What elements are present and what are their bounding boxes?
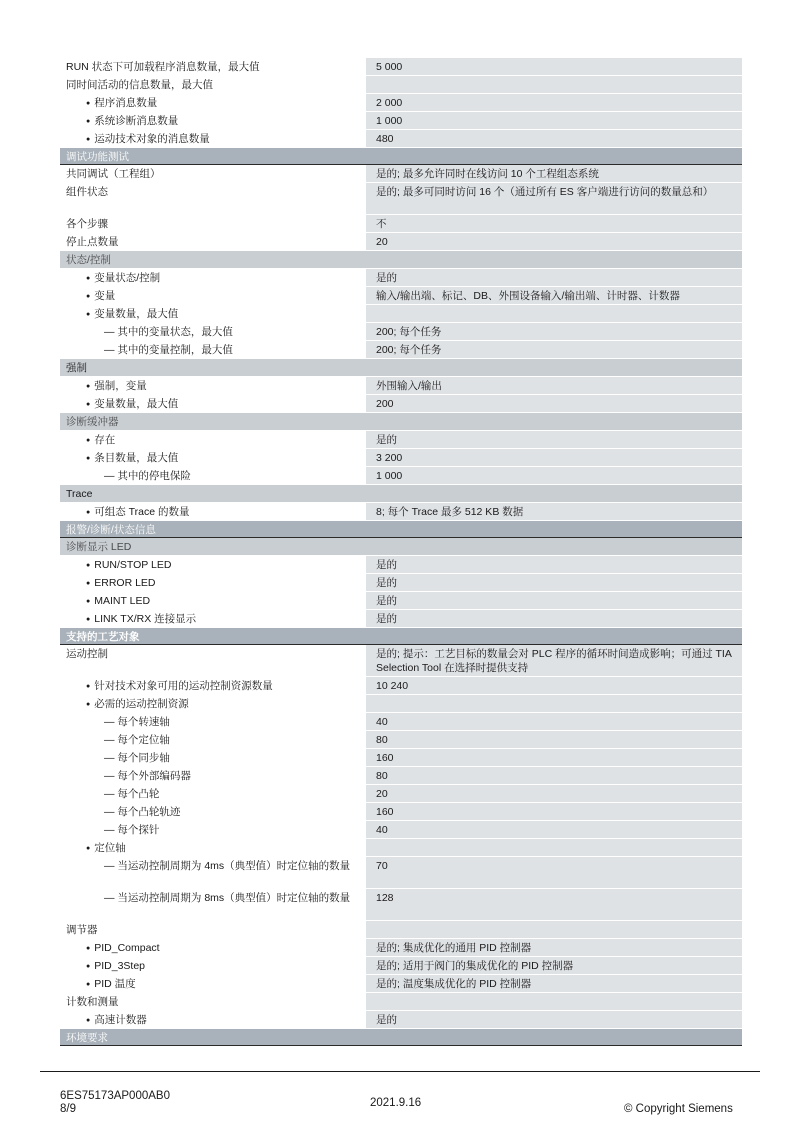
spec-label: 计数和测量 bbox=[60, 993, 366, 1010]
spec-row bbox=[60, 574, 742, 592]
spec-value: 160 bbox=[366, 803, 742, 820]
spec-row bbox=[60, 767, 742, 785]
spec-label: — 每个同步轴 bbox=[60, 749, 366, 766]
spec-value: 是的 bbox=[366, 610, 742, 627]
subsection-header: 状态/控制 bbox=[60, 251, 742, 269]
spec-row bbox=[60, 395, 742, 413]
spec-label: RUN 状态下可加载程序消息数量，最大值 bbox=[60, 58, 366, 75]
spec-row bbox=[60, 975, 742, 993]
spec-label: 运动控制 bbox=[60, 645, 366, 676]
spec-label: — 当运动控制周期为 4ms（典型值）时定位轴的数量 bbox=[60, 857, 366, 888]
spec-row bbox=[60, 215, 742, 233]
spec-label: — 每个定位轴 bbox=[60, 731, 366, 748]
spec-value bbox=[366, 921, 742, 938]
spec-row bbox=[60, 713, 742, 731]
spec-label: ● RUN/STOP LED bbox=[60, 556, 366, 573]
spec-label: ● 运动技术对象的消息数量 bbox=[60, 130, 366, 147]
spec-label: ● MAINT LED bbox=[60, 592, 366, 609]
spec-label: 调节器 bbox=[60, 921, 366, 938]
spec-value: 1 000 bbox=[366, 112, 742, 129]
spec-label: ● 针对技术对象可用的运动控制资源数量 bbox=[60, 677, 366, 694]
spec-value: 5 000 bbox=[366, 58, 742, 75]
spec-value: 20 bbox=[366, 785, 742, 802]
spec-label: — 其中的停电保险 bbox=[60, 467, 366, 484]
spec-value bbox=[366, 305, 742, 322]
spec-value: 8; 每个 Trace 最多 512 KB 数据 bbox=[366, 503, 742, 520]
subsection-header: 强制 bbox=[60, 359, 742, 377]
spec-label: ● 存在 bbox=[60, 431, 366, 448]
spec-value bbox=[366, 76, 742, 93]
section-header: 支持的工艺对象 bbox=[60, 628, 742, 645]
spec-value: 3 200 bbox=[366, 449, 742, 466]
spec-label: ● PID 温度 bbox=[60, 975, 366, 992]
spec-value: 200; 每个任务 bbox=[366, 341, 742, 358]
spec-value: 10 240 bbox=[366, 677, 742, 694]
spec-row bbox=[60, 112, 742, 130]
spec-value: 是的 bbox=[366, 431, 742, 448]
spec-label: ● 强制，变量 bbox=[60, 377, 366, 394]
spec-row bbox=[60, 1011, 742, 1029]
spec-label: ● 可组态 Trace 的数量 bbox=[60, 503, 366, 520]
section-header: 报警/诊断/状态信息 bbox=[60, 521, 742, 538]
spec-row bbox=[60, 305, 742, 323]
spec-value: 是的 bbox=[366, 592, 742, 609]
spec-row bbox=[60, 695, 742, 713]
footer-divider bbox=[40, 1071, 760, 1072]
spec-value bbox=[366, 839, 742, 856]
spec-row bbox=[60, 183, 742, 215]
spec-value: 是的; 最多可同时访问 16 个（通过所有 ES 客户端进行访问的数量总和） bbox=[366, 183, 742, 214]
spec-label: ● 变量数量，最大值 bbox=[60, 395, 366, 412]
spec-value: 是的; 集成优化的通用 PID 控制器 bbox=[366, 939, 742, 956]
spec-label: — 每个凸轮轨迹 bbox=[60, 803, 366, 820]
spec-value: 是的 bbox=[366, 269, 742, 286]
spec-value: 1 000 bbox=[366, 467, 742, 484]
spec-row bbox=[60, 645, 742, 677]
spec-row bbox=[60, 677, 742, 695]
spec-label: 停止点数量 bbox=[60, 233, 366, 250]
spec-value: 是的; 适用于阀门的集成优化的 PID 控制器 bbox=[366, 957, 742, 974]
spec-label: — 每个外部编码器 bbox=[60, 767, 366, 784]
spec-value: 是的; 最多允许同时在线访问 10 个工程组态系统 bbox=[366, 165, 742, 182]
spec-row bbox=[60, 993, 742, 1011]
spec-value: 是的 bbox=[366, 556, 742, 573]
spec-row bbox=[60, 556, 742, 574]
spec-row bbox=[60, 957, 742, 975]
spec-label: 各个步骤 bbox=[60, 215, 366, 232]
spec-value: 外围输入/输出 bbox=[366, 377, 742, 394]
spec-label: ● 系统诊断消息数量 bbox=[60, 112, 366, 129]
subsection-header: 诊断显示 LED bbox=[60, 538, 742, 556]
spec-label: — 每个凸轮 bbox=[60, 785, 366, 802]
spec-value: 不 bbox=[366, 215, 742, 232]
spec-value: 70 bbox=[366, 857, 742, 888]
spec-label: ● 必需的运动控制资源 bbox=[60, 695, 366, 712]
footer-date: 2021.9.16 bbox=[370, 1097, 422, 1109]
spec-row bbox=[60, 610, 742, 628]
spec-row bbox=[60, 431, 742, 449]
spec-row bbox=[60, 921, 742, 939]
spec-row bbox=[60, 857, 742, 889]
spec-label: ● 高速计数器 bbox=[60, 1011, 366, 1028]
spec-value: 20 bbox=[366, 233, 742, 250]
spec-row bbox=[60, 749, 742, 767]
spec-value: 128 bbox=[366, 889, 742, 920]
spec-row bbox=[60, 889, 742, 921]
spec-row bbox=[60, 785, 742, 803]
spec-row bbox=[60, 821, 742, 839]
spec-row bbox=[60, 233, 742, 251]
spec-value: 输入/输出端、标记、DB、外围设备输入/输出端、计时器、计数器 bbox=[366, 287, 742, 304]
spec-value: 200; 每个任务 bbox=[366, 323, 742, 340]
spec-value: 是的; 温度集成优化的 PID 控制器 bbox=[366, 975, 742, 992]
spec-label: ● 变量状态/控制 bbox=[60, 269, 366, 286]
spec-label: 同时间活动的信息数量，最大值 bbox=[60, 76, 366, 93]
spec-row bbox=[60, 377, 742, 395]
footer-page-number: 8/9 bbox=[60, 1103, 76, 1115]
subsection-header: 诊断缓冲器 bbox=[60, 413, 742, 431]
spec-row bbox=[60, 939, 742, 957]
spec-row bbox=[60, 839, 742, 857]
spec-row bbox=[60, 449, 742, 467]
spec-row bbox=[60, 503, 742, 521]
footer-copyright: © Copyright Siemens bbox=[624, 1103, 733, 1115]
spec-label: ● 变量 bbox=[60, 287, 366, 304]
spec-row bbox=[60, 731, 742, 749]
spec-row bbox=[60, 592, 742, 610]
spec-label: 组件状态 bbox=[60, 183, 366, 214]
footer-article-number: 6ES75173AP000AB0 bbox=[60, 1090, 170, 1102]
spec-label: ● 定位轴 bbox=[60, 839, 366, 856]
spec-row bbox=[60, 130, 742, 148]
spec-row bbox=[60, 287, 742, 305]
spec-value: 40 bbox=[366, 713, 742, 730]
spec-row bbox=[60, 467, 742, 485]
spec-label: ● PID_3Step bbox=[60, 957, 366, 974]
section-header: 调试功能测试 bbox=[60, 148, 742, 165]
spec-value: 是的 bbox=[366, 1011, 742, 1028]
spec-value: 160 bbox=[366, 749, 742, 766]
spec-value: 480 bbox=[366, 130, 742, 147]
spec-row bbox=[60, 341, 742, 359]
spec-row bbox=[60, 323, 742, 341]
spec-label: ● ERROR LED bbox=[60, 574, 366, 591]
spec-label: ● PID_Compact bbox=[60, 939, 366, 956]
spec-label: — 每个转速轴 bbox=[60, 713, 366, 730]
spec-row bbox=[60, 803, 742, 821]
spec-label: — 其中的变量控制，最大值 bbox=[60, 341, 366, 358]
spec-value: 是的; 提示：工艺目标的数量会对 PLC 程序的循环时间造成影响；可通过 TIA Selection Tool 在选择时提供支持 bbox=[366, 645, 742, 676]
spec-row bbox=[60, 58, 742, 76]
spec-value: 是的 bbox=[366, 574, 742, 591]
spec-label: — 其中的变量状态，最大值 bbox=[60, 323, 366, 340]
spec-value: 40 bbox=[366, 821, 742, 838]
spec-row bbox=[60, 269, 742, 287]
spec-row bbox=[60, 94, 742, 112]
subsection-header: Trace bbox=[60, 485, 742, 503]
spec-value: 2 000 bbox=[366, 94, 742, 111]
spec-value bbox=[366, 695, 742, 712]
spec-table bbox=[60, 58, 742, 1046]
spec-value: 80 bbox=[366, 767, 742, 784]
spec-label: — 当运动控制周期为 8ms（典型值）时定位轴的数量 bbox=[60, 889, 366, 920]
spec-label: ● 程序消息数量 bbox=[60, 94, 366, 111]
section-header: 环境要求 bbox=[60, 1029, 742, 1046]
spec-value: 80 bbox=[366, 731, 742, 748]
spec-label: ● 变量数量，最大值 bbox=[60, 305, 366, 322]
spec-value bbox=[366, 993, 742, 1010]
spec-row bbox=[60, 76, 742, 94]
spec-label: 共同调试（工程组） bbox=[60, 165, 366, 182]
spec-label: ● LINK TX/RX 连接显示 bbox=[60, 610, 366, 627]
spec-row bbox=[60, 165, 742, 183]
spec-value: 200 bbox=[366, 395, 742, 412]
spec-label: ● 条目数量，最大值 bbox=[60, 449, 366, 466]
spec-label: — 每个探针 bbox=[60, 821, 366, 838]
